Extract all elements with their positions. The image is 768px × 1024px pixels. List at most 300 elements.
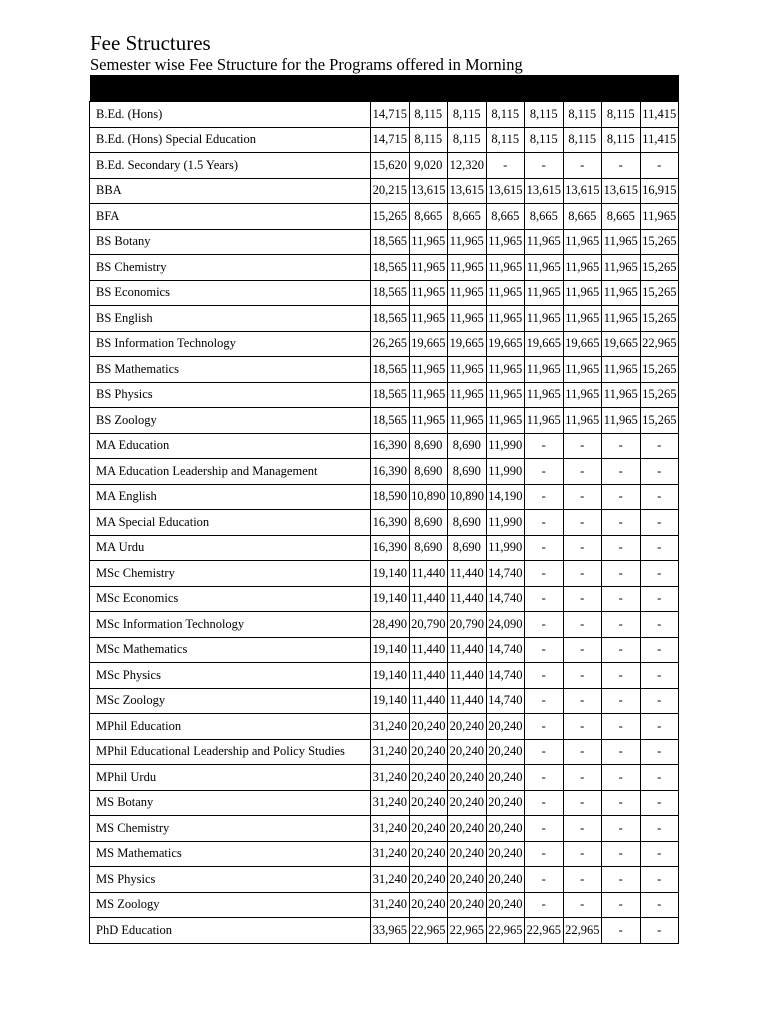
fee-cell: 11,965 <box>409 280 448 306</box>
fee-cell: - <box>602 892 641 918</box>
fee-cell: 33,965 <box>371 918 410 944</box>
fee-cell: 8,665 <box>486 204 525 230</box>
fee-cell: 11,965 <box>602 280 641 306</box>
fee-cell: 8,690 <box>448 433 487 459</box>
program-name-cell: BFA <box>90 204 371 230</box>
fee-cell: 11,440 <box>448 688 487 714</box>
fee-cell: - <box>563 663 602 689</box>
fee-cell: 20,240 <box>486 867 525 893</box>
table-row <box>90 459 679 485</box>
program-name-cell: MA Special Education <box>90 510 371 536</box>
fee-cell: 20,240 <box>486 765 525 791</box>
table-row <box>90 892 679 918</box>
fee-cell: - <box>602 433 641 459</box>
fee-cell: 8,115 <box>525 102 564 128</box>
fee-cell: 19,140 <box>371 586 410 612</box>
fee-cell: 18,565 <box>371 357 410 383</box>
fee-cell: 11,965 <box>486 229 525 255</box>
fee-cell: 31,240 <box>371 739 410 765</box>
fee-cell: 20,240 <box>409 892 448 918</box>
table-row <box>90 637 679 663</box>
fee-cell: 8,690 <box>409 433 448 459</box>
fee-cell: - <box>525 484 564 510</box>
fee-cell: 20,790 <box>448 612 487 638</box>
program-name-cell: MSc Chemistry <box>90 561 371 587</box>
fee-cell: - <box>640 663 679 689</box>
fee-cell: 11,440 <box>448 663 487 689</box>
table-row <box>90 816 679 842</box>
fee-cell: - <box>525 765 564 791</box>
fee-cell: - <box>602 688 641 714</box>
fee-cell: - <box>640 561 679 587</box>
table-row <box>90 153 679 179</box>
table-row <box>90 663 679 689</box>
fee-cell: - <box>563 688 602 714</box>
program-name-cell: BS Information Technology <box>90 331 371 357</box>
fee-cell: 10,890 <box>448 484 487 510</box>
fee-cell: 20,215 <box>371 178 410 204</box>
program-name-cell: MS Mathematics <box>90 841 371 867</box>
fee-cell: 11,965 <box>602 255 641 281</box>
fee-cell: 16,390 <box>371 535 410 561</box>
fee-cell: - <box>602 816 641 842</box>
fee-cell: 11,965 <box>448 357 487 383</box>
table-row <box>90 535 679 561</box>
fee-cell: 20,240 <box>409 739 448 765</box>
fee-cell: - <box>563 765 602 791</box>
fee-cell: - <box>640 433 679 459</box>
fee-cell: 16,390 <box>371 459 410 485</box>
fee-cell: - <box>563 739 602 765</box>
program-name-cell: MA English <box>90 484 371 510</box>
fee-cell: - <box>563 790 602 816</box>
fee-cell: 11,440 <box>409 586 448 612</box>
fee-cell: - <box>525 433 564 459</box>
fee-cell: 10,890 <box>409 484 448 510</box>
fee-cell: - <box>525 867 564 893</box>
fee-cell: 11,965 <box>602 408 641 434</box>
fee-cell: 11,440 <box>409 561 448 587</box>
fee-cell: 15,265 <box>640 255 679 281</box>
fee-cell: 8,690 <box>448 510 487 536</box>
fee-cell: 8,690 <box>409 459 448 485</box>
fee-cell: 11,965 <box>486 382 525 408</box>
fee-cell: 20,240 <box>409 841 448 867</box>
fee-cell: 19,665 <box>525 331 564 357</box>
program-name-cell: MS Botany <box>90 790 371 816</box>
fee-cell: 22,965 <box>448 918 487 944</box>
table-row <box>90 867 679 893</box>
fee-cell: 11,965 <box>486 280 525 306</box>
fee-cell: 11,965 <box>602 306 641 332</box>
table-row <box>90 204 679 230</box>
fee-cell: - <box>525 586 564 612</box>
table-row <box>90 510 679 536</box>
fee-cell: 16,390 <box>371 510 410 536</box>
fee-cell: 31,240 <box>371 867 410 893</box>
fee-cell: 8,690 <box>409 535 448 561</box>
fee-cell: 19,140 <box>371 663 410 689</box>
fee-cell: 20,240 <box>409 867 448 893</box>
program-name-cell: BS Mathematics <box>90 357 371 383</box>
column-header-semester: 1st <box>371 75 410 102</box>
column-header-semester: 6th <box>563 75 602 102</box>
fee-cell: 8,115 <box>525 127 564 153</box>
table-row <box>90 561 679 587</box>
fee-cell: 15,265 <box>640 408 679 434</box>
fee-cell: 11,965 <box>563 306 602 332</box>
fee-cell: - <box>563 433 602 459</box>
fee-cell: 8,115 <box>563 127 602 153</box>
program-name-cell: BBA <box>90 178 371 204</box>
page-subtitle: Semester wise Fee Structure for the Programs offered in Morning <box>90 55 523 74</box>
fee-cell: 15,265 <box>640 306 679 332</box>
fee-cell: 19,665 <box>602 331 641 357</box>
fee-cell: 20,240 <box>448 714 487 740</box>
fee-cell: - <box>640 637 679 663</box>
fee-cell: 14,740 <box>486 637 525 663</box>
fee-cell: 8,665 <box>409 204 448 230</box>
table-row <box>90 739 679 765</box>
table-row <box>90 841 679 867</box>
table-row <box>90 918 679 944</box>
fee-cell: 11,965 <box>448 229 487 255</box>
fee-cell: - <box>525 739 564 765</box>
fee-cell: - <box>602 637 641 663</box>
fee-cell: - <box>525 510 564 536</box>
fee-cell: 13,615 <box>486 178 525 204</box>
fee-cell: 19,665 <box>409 331 448 357</box>
fee-cell: - <box>602 612 641 638</box>
program-name-cell: MSc Information Technology <box>90 612 371 638</box>
fee-cell: 24,090 <box>486 612 525 638</box>
fee-cell: 22,965 <box>640 331 679 357</box>
fee-cell: - <box>602 535 641 561</box>
column-header-program: Program <box>90 75 371 102</box>
table-row <box>90 357 679 383</box>
fee-cell: 19,140 <box>371 561 410 587</box>
fee-cell: 14,740 <box>486 688 525 714</box>
fee-cell: 20,240 <box>486 841 525 867</box>
fee-cell: 8,665 <box>448 204 487 230</box>
fee-cell: 13,615 <box>409 178 448 204</box>
column-header-semester: 2nd <box>409 75 448 102</box>
fee-cell: 22,965 <box>563 918 602 944</box>
fee-cell: 20,240 <box>486 739 525 765</box>
fee-cell: 11,965 <box>602 382 641 408</box>
fee-cell: 13,615 <box>602 178 641 204</box>
fee-cell: 31,240 <box>371 816 410 842</box>
fee-cell: - <box>602 841 641 867</box>
fee-cell: - <box>563 153 602 179</box>
fee-cell: - <box>563 586 602 612</box>
program-name-cell: MPhil Educational Leadership and Policy Studies <box>90 739 371 765</box>
fee-cell: 9,020 <box>409 153 448 179</box>
fee-cell: 14,740 <box>486 586 525 612</box>
fee-cell: 8,115 <box>409 127 448 153</box>
fee-cell: 11,965 <box>563 255 602 281</box>
fee-cell: 20,240 <box>409 816 448 842</box>
fee-cell: - <box>563 459 602 485</box>
fee-cell: - <box>563 535 602 561</box>
fee-cell: - <box>640 714 679 740</box>
table-row <box>90 102 679 128</box>
table-header <box>90 75 679 102</box>
fee-cell: - <box>602 867 641 893</box>
fee-cell: 11,965 <box>525 229 564 255</box>
table-row <box>90 612 679 638</box>
fee-cell: 19,140 <box>371 688 410 714</box>
table-row <box>90 408 679 434</box>
fee-cell: 11,965 <box>525 408 564 434</box>
fee-cell: 20,240 <box>486 892 525 918</box>
program-name-cell: MA Urdu <box>90 535 371 561</box>
fee-cell: - <box>640 867 679 893</box>
fee-cell: 18,565 <box>371 229 410 255</box>
fee-cell: 20,240 <box>448 892 487 918</box>
fee-cell: 28,490 <box>371 612 410 638</box>
fee-cell: 8,690 <box>448 535 487 561</box>
program-name-cell: BS Economics <box>90 280 371 306</box>
table-row <box>90 331 679 357</box>
fee-cell: 14,740 <box>486 561 525 587</box>
fee-cell: 11,440 <box>409 637 448 663</box>
program-name-cell: MSc Zoology <box>90 688 371 714</box>
fee-cell: 11,965 <box>448 306 487 332</box>
table-row <box>90 484 679 510</box>
program-name-cell: MA Education <box>90 433 371 459</box>
fee-cell: - <box>640 841 679 867</box>
fee-cell: 15,265 <box>640 357 679 383</box>
fee-cell: - <box>640 816 679 842</box>
fee-cell: 8,690 <box>409 510 448 536</box>
program-name-cell: PhD Education <box>90 918 371 944</box>
program-name-cell: MS Physics <box>90 867 371 893</box>
fee-cell: 11,415 <box>640 127 679 153</box>
fee-cell: 15,265 <box>640 280 679 306</box>
fee-cell: - <box>602 586 641 612</box>
fee-cell: 19,665 <box>448 331 487 357</box>
fee-cell: 20,240 <box>448 841 487 867</box>
fee-cell: 20,240 <box>448 790 487 816</box>
fee-cell: - <box>525 816 564 842</box>
fee-cell: 11,965 <box>486 255 525 281</box>
table-row <box>90 765 679 791</box>
fee-cell: 16,390 <box>371 433 410 459</box>
fee-cell: - <box>602 484 641 510</box>
fee-cell: 18,590 <box>371 484 410 510</box>
column-header-semester: 8th <box>640 75 679 102</box>
column-header-semester: 4th <box>486 75 525 102</box>
fee-cell: 16,915 <box>640 178 679 204</box>
fee-cell: 11,965 <box>602 229 641 255</box>
program-name-cell: BS English <box>90 306 371 332</box>
fee-cell: 20,240 <box>486 790 525 816</box>
fee-cell: - <box>525 535 564 561</box>
fee-cell: 31,240 <box>371 765 410 791</box>
fee-cell: 11,965 <box>486 357 525 383</box>
header-row <box>90 75 679 102</box>
fee-cell: 26,265 <box>371 331 410 357</box>
fee-cell: - <box>563 510 602 536</box>
program-name-cell: MSc Physics <box>90 663 371 689</box>
fee-cell: 8,665 <box>602 204 641 230</box>
fee-cell: 20,240 <box>448 867 487 893</box>
program-name-cell: BS Physics <box>90 382 371 408</box>
fee-cell: - <box>525 841 564 867</box>
program-name-cell: BS Botany <box>90 229 371 255</box>
program-name-cell: MA Education Leadership and Management <box>90 459 371 485</box>
fee-cell: 8,115 <box>486 102 525 128</box>
fee-cell: 15,265 <box>640 382 679 408</box>
fee-cell: - <box>563 484 602 510</box>
fee-cell: 19,665 <box>563 331 602 357</box>
fee-cell: 11,965 <box>525 382 564 408</box>
fee-cell: 8,115 <box>409 102 448 128</box>
fee-cell: 19,140 <box>371 637 410 663</box>
fee-cell: - <box>525 688 564 714</box>
fee-cell: 11,965 <box>563 357 602 383</box>
table-row <box>90 127 679 153</box>
fee-cell: - <box>640 612 679 638</box>
program-name-cell: MS Chemistry <box>90 816 371 842</box>
program-name-cell: MSc Mathematics <box>90 637 371 663</box>
fee-cell: 11,965 <box>525 255 564 281</box>
column-header-semester: 5th <box>525 75 564 102</box>
fee-cell: - <box>640 510 679 536</box>
fee-cell: 20,240 <box>409 714 448 740</box>
fee-cell: - <box>525 612 564 638</box>
table-row <box>90 306 679 332</box>
fee-cell: 20,240 <box>448 816 487 842</box>
program-name-cell: MSc Economics <box>90 586 371 612</box>
fee-cell: - <box>602 459 641 485</box>
program-name-cell: B.Ed. Secondary (1.5 Years) <box>90 153 371 179</box>
fee-cell: 31,240 <box>371 841 410 867</box>
fee-cell: 18,565 <box>371 280 410 306</box>
fee-cell: 18,565 <box>371 408 410 434</box>
fee-cell: 31,240 <box>371 790 410 816</box>
fee-cell: 11,965 <box>409 357 448 383</box>
fee-cell: - <box>640 739 679 765</box>
fee-cell: 20,240 <box>448 765 487 791</box>
table-row <box>90 255 679 281</box>
table-row <box>90 688 679 714</box>
fee-cell: 13,615 <box>448 178 487 204</box>
fee-cell: 11,965 <box>602 357 641 383</box>
fee-cell: 11,965 <box>525 357 564 383</box>
fee-cell: 11,965 <box>448 280 487 306</box>
fee-cell: 11,440 <box>409 688 448 714</box>
fee-cell: - <box>525 459 564 485</box>
fee-cell: 20,240 <box>486 714 525 740</box>
fee-cell: - <box>602 765 641 791</box>
fee-cell: 22,965 <box>409 918 448 944</box>
fee-cell: 14,190 <box>486 484 525 510</box>
table-row <box>90 382 679 408</box>
fee-cell: 20,240 <box>409 765 448 791</box>
fee-cell: - <box>525 663 564 689</box>
fee-cell: - <box>640 535 679 561</box>
fee-cell: 11,990 <box>486 433 525 459</box>
fee-cell: - <box>602 510 641 536</box>
program-name-cell: BS Chemistry <box>90 255 371 281</box>
fee-cell: - <box>525 892 564 918</box>
table-row <box>90 790 679 816</box>
fee-cell: 22,965 <box>486 918 525 944</box>
fee-cell: 13,615 <box>525 178 564 204</box>
fee-cell: 8,115 <box>602 127 641 153</box>
fee-cell: - <box>486 153 525 179</box>
fee-cell: 22,965 <box>525 918 564 944</box>
program-name-cell: MPhil Education <box>90 714 371 740</box>
table-row <box>90 178 679 204</box>
fee-cell: 11,965 <box>563 382 602 408</box>
column-header-semester: 3rd <box>448 75 487 102</box>
table-row <box>90 229 679 255</box>
fee-cell: 11,440 <box>448 586 487 612</box>
fee-cell: - <box>640 153 679 179</box>
fee-cell: - <box>525 561 564 587</box>
fee-cell: 8,665 <box>525 204 564 230</box>
fee-cell: - <box>563 816 602 842</box>
fee-cell: 31,240 <box>371 892 410 918</box>
fee-cell: - <box>563 892 602 918</box>
fee-cell: 13,615 <box>563 178 602 204</box>
program-name-cell: B.Ed. (Hons) <box>90 102 371 128</box>
fee-cell: - <box>563 714 602 740</box>
fee-cell: 11,440 <box>448 637 487 663</box>
fee-cell: 15,265 <box>371 204 410 230</box>
table-body <box>90 102 679 944</box>
program-name-cell: MPhil Urdu <box>90 765 371 791</box>
fee-cell: 11,965 <box>525 306 564 332</box>
fee-table <box>89 75 679 944</box>
program-name-cell: B.Ed. (Hons) Special Education <box>90 127 371 153</box>
fee-cell: - <box>602 790 641 816</box>
fee-cell: - <box>563 637 602 663</box>
fee-cell: 18,565 <box>371 255 410 281</box>
fee-cell: 11,965 <box>640 204 679 230</box>
page-title: Fee Structures <box>90 31 211 55</box>
fee-cell: 8,690 <box>448 459 487 485</box>
fee-cell: 11,965 <box>409 229 448 255</box>
fee-cell: 15,265 <box>640 229 679 255</box>
fee-cell: - <box>525 153 564 179</box>
table-row <box>90 586 679 612</box>
fee-cell: 11,965 <box>409 408 448 434</box>
fee-cell: 14,715 <box>371 127 410 153</box>
fee-cell: 11,965 <box>409 306 448 332</box>
fee-cell: 11,965 <box>448 382 487 408</box>
fee-cell: 20,240 <box>486 816 525 842</box>
fee-cell: - <box>563 612 602 638</box>
fee-cell: 11,990 <box>486 535 525 561</box>
fee-cell: 11,990 <box>486 510 525 536</box>
fee-cell: 11,415 <box>640 102 679 128</box>
fee-cell: - <box>602 918 641 944</box>
fee-cell: 11,965 <box>448 255 487 281</box>
fee-cell: - <box>563 867 602 893</box>
fee-cell: - <box>640 892 679 918</box>
fee-cell: 20,790 <box>409 612 448 638</box>
fee-cell: 20,240 <box>409 790 448 816</box>
fee-cell: 14,715 <box>371 102 410 128</box>
fee-cell: - <box>602 561 641 587</box>
fee-cell: - <box>640 459 679 485</box>
fee-cell: - <box>525 714 564 740</box>
fee-cell: - <box>640 918 679 944</box>
